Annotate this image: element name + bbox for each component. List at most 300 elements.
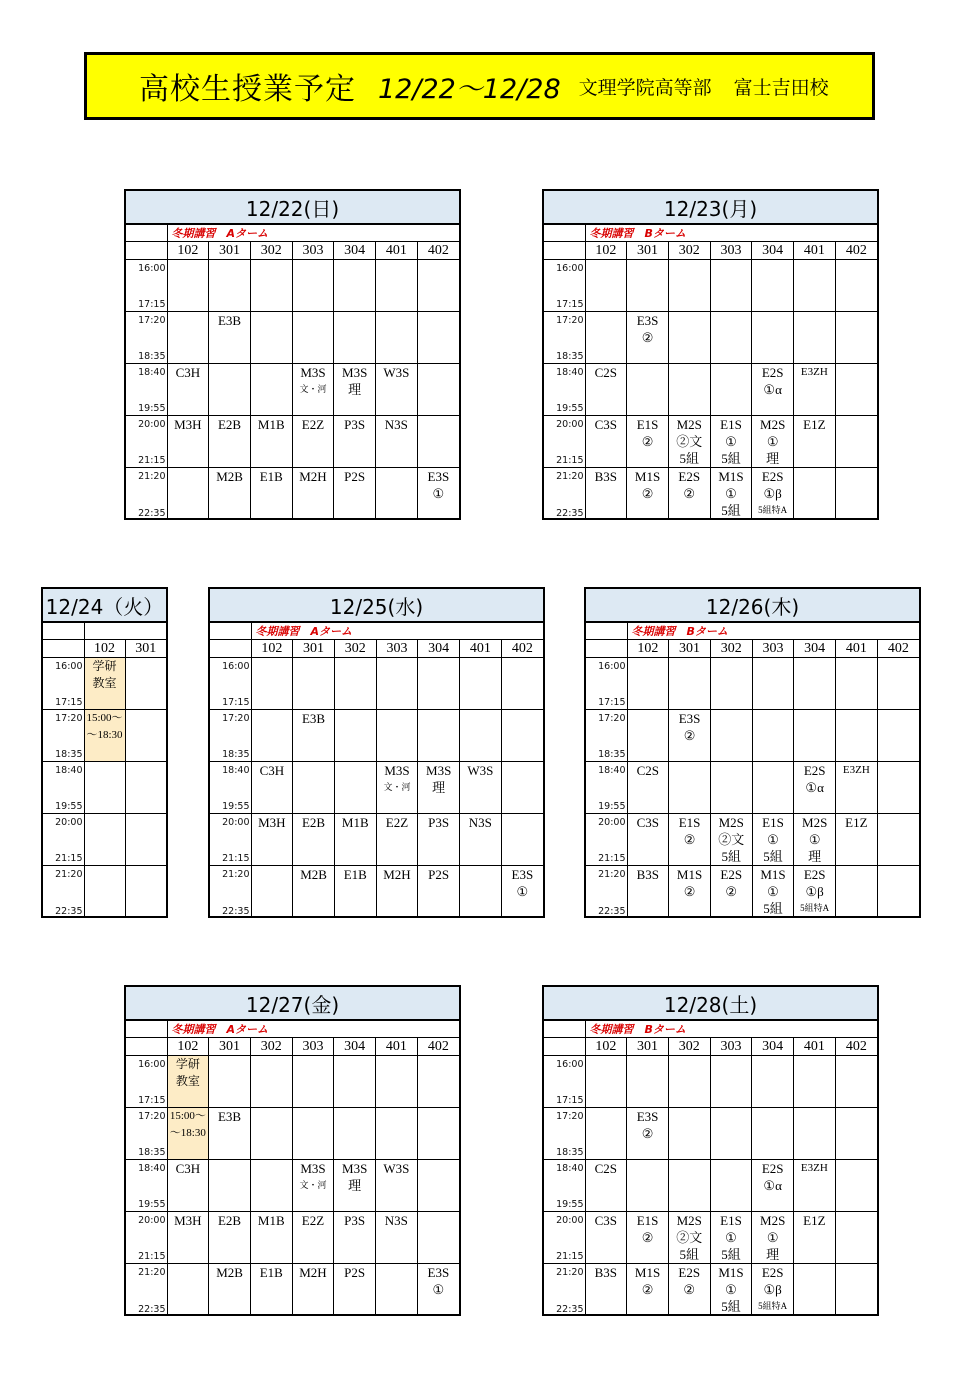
class-note: ① xyxy=(766,1230,779,1245)
class-cell xyxy=(334,468,376,520)
room-header-row xyxy=(126,242,459,260)
class-cell xyxy=(125,710,166,762)
class-cell xyxy=(250,312,292,364)
slot-end: 18:35 xyxy=(556,1147,584,1158)
class-code: C3H xyxy=(175,1161,201,1176)
time-slot-row xyxy=(544,468,877,520)
class-cell xyxy=(877,762,919,814)
class-code: E3B xyxy=(301,711,326,726)
class-code: E1Z xyxy=(803,417,826,432)
class-code: M1B xyxy=(257,1213,285,1228)
term-label xyxy=(84,623,166,640)
class-cell xyxy=(794,1160,836,1212)
class-code: N3S xyxy=(384,417,408,432)
class-code: E3S xyxy=(636,1109,659,1124)
slot-end: 19:55 xyxy=(138,403,166,414)
class-code: E2Z xyxy=(301,417,325,432)
class-cell xyxy=(668,1264,710,1316)
class-code: M3H xyxy=(258,815,286,830)
class-code: E3S xyxy=(636,313,659,328)
class-cell xyxy=(334,814,376,866)
class-note: ① xyxy=(725,1230,737,1245)
room-header-row xyxy=(210,640,543,658)
slot-end: 22:35 xyxy=(55,905,83,917)
schedule-table xyxy=(544,225,877,520)
class-cell xyxy=(836,658,878,710)
room-402: 402 xyxy=(417,1038,459,1056)
class-code: M1B xyxy=(341,815,369,830)
schedule-table xyxy=(210,623,543,918)
class-note: 文・河 xyxy=(383,782,411,792)
time-slot-row xyxy=(586,762,919,814)
class-cell xyxy=(585,416,627,468)
time-slot-row xyxy=(43,866,166,918)
class-cell xyxy=(334,866,376,918)
class-cell xyxy=(794,710,836,762)
room-header-row xyxy=(544,1038,877,1056)
class-cell xyxy=(293,710,335,762)
time-slot-row xyxy=(126,1056,459,1108)
class-cell xyxy=(418,866,460,918)
slot-end: 21:15 xyxy=(556,455,584,466)
slot-start: 17:20 xyxy=(556,1111,584,1122)
slot-start: 21:20 xyxy=(55,869,83,880)
class-code: M2S xyxy=(802,815,828,830)
slot-start: 21:20 xyxy=(556,1267,584,1278)
room-301: 301 xyxy=(293,640,335,658)
class-cell xyxy=(585,1160,627,1212)
time-slot-row xyxy=(126,468,459,520)
slot-start: 18:40 xyxy=(222,765,250,776)
day-header: 12/25(水) xyxy=(210,589,543,623)
class-cell xyxy=(501,814,543,866)
slot-end: 17:15 xyxy=(556,299,584,310)
time-slot xyxy=(126,260,167,312)
room-402: 402 xyxy=(835,1038,877,1056)
class-code: W3S xyxy=(383,1161,410,1176)
class-cell xyxy=(167,1212,209,1264)
room-304: 304 xyxy=(334,1038,376,1056)
class-cell xyxy=(167,312,209,364)
class-cell xyxy=(292,1264,334,1316)
time-slot xyxy=(210,866,251,918)
time-slot xyxy=(126,416,167,468)
class-cell xyxy=(836,710,878,762)
room-401: 401 xyxy=(794,242,836,260)
class-cell xyxy=(417,364,459,416)
room-102: 102 xyxy=(627,640,669,658)
class-code: E3B xyxy=(217,313,242,328)
time-slot-row xyxy=(544,1108,877,1160)
time-slot-row xyxy=(126,416,459,468)
time-slot-row xyxy=(210,814,543,866)
class-cell xyxy=(752,260,794,312)
class-code: E3ZH xyxy=(800,1162,828,1174)
time-slot xyxy=(210,762,251,814)
class-note: 5組 xyxy=(763,849,783,864)
term-row xyxy=(126,1021,459,1038)
term-row xyxy=(586,623,919,640)
time-slot-row xyxy=(43,710,166,762)
class-note: ① xyxy=(516,884,529,899)
time-header-blank xyxy=(544,1038,585,1056)
class-cell xyxy=(292,1212,334,1264)
class-cell xyxy=(627,762,669,814)
class-cell xyxy=(251,814,293,866)
room-301: 301 xyxy=(209,1038,251,1056)
class-cell xyxy=(668,468,710,520)
class-cell xyxy=(710,814,752,866)
class-cell xyxy=(501,658,543,710)
class-code: M3S xyxy=(426,763,452,778)
class-code: M1B xyxy=(257,417,285,432)
class-code: M2H xyxy=(383,867,411,882)
class-cell xyxy=(209,312,251,364)
class-cell xyxy=(794,468,836,520)
class-cell xyxy=(292,260,334,312)
class-cell xyxy=(334,762,376,814)
time-header-blank xyxy=(544,242,585,260)
class-cell xyxy=(794,814,836,866)
room-303: 303 xyxy=(710,1038,752,1056)
time-slot-row xyxy=(586,710,919,762)
class-code: E1Z xyxy=(803,1213,826,1228)
slot-end: 17:15 xyxy=(556,1095,584,1106)
class-cell xyxy=(376,814,418,866)
class-cell xyxy=(627,658,669,710)
room-302: 302 xyxy=(334,640,376,658)
class-cell xyxy=(669,658,711,710)
class-code: E2S xyxy=(803,867,826,882)
class-code: E1B xyxy=(259,1265,283,1280)
class-note: 5組 xyxy=(763,901,783,916)
class-code: E2S xyxy=(720,867,743,882)
class-code: M3S xyxy=(342,365,368,380)
time-slot-row xyxy=(210,710,543,762)
class-cell xyxy=(417,1264,459,1316)
term-label: 冬期講習 Aターム xyxy=(251,623,543,640)
class-code: E2B xyxy=(217,1213,242,1228)
class-cell xyxy=(167,1160,209,1212)
room-302: 302 xyxy=(250,1038,292,1056)
time-header-blank xyxy=(586,640,627,658)
class-cell xyxy=(250,1264,292,1316)
class-code: P3S xyxy=(428,815,450,830)
room-102: 102 xyxy=(585,1038,627,1056)
class-note: 5組 xyxy=(721,451,741,466)
class-cell xyxy=(250,260,292,312)
class-cell xyxy=(668,260,710,312)
slot-end: 19:55 xyxy=(598,801,626,812)
class-cell xyxy=(877,814,919,866)
slot-start: 17:20 xyxy=(598,713,626,724)
class-code: P2S xyxy=(428,867,450,882)
class-cell xyxy=(417,312,459,364)
class-cell xyxy=(209,364,251,416)
class-note: 5組特A xyxy=(758,505,788,515)
slot-end: 17:15 xyxy=(138,1095,166,1106)
class-cell xyxy=(835,416,877,468)
class-cell xyxy=(794,364,836,416)
class-cell xyxy=(209,260,251,312)
room-102: 102 xyxy=(84,640,125,658)
room-301: 301 xyxy=(125,640,166,658)
class-cell xyxy=(167,468,209,520)
class-cell xyxy=(250,468,292,520)
class-cell xyxy=(417,1160,459,1212)
class-note: ② xyxy=(641,330,654,345)
time-slot xyxy=(544,1212,585,1264)
term-row xyxy=(210,623,543,640)
slot-end: 17:15 xyxy=(598,697,626,708)
class-cell xyxy=(167,1264,209,1316)
class-cell xyxy=(125,658,166,710)
class-cell xyxy=(292,1160,334,1212)
class-cell xyxy=(167,260,209,312)
class-cell xyxy=(418,658,460,710)
time-slot-row xyxy=(544,1160,877,1212)
class-cell xyxy=(794,1212,836,1264)
class-cell xyxy=(877,658,919,710)
class-code: M1S xyxy=(676,867,703,882)
class-cell xyxy=(334,1056,376,1108)
class-cell xyxy=(84,866,125,918)
class-note: ② xyxy=(641,1282,654,1297)
class-cell xyxy=(334,1160,376,1212)
class-note: 5組 xyxy=(679,1247,700,1262)
class-cell xyxy=(752,658,794,710)
school-name: 文理学院高等部 xyxy=(578,76,712,99)
class-cell xyxy=(209,1056,251,1108)
slot-end: 22:35 xyxy=(138,507,166,519)
term-label: 冬期講習 Aターム xyxy=(167,225,459,242)
class-cell xyxy=(292,1056,334,1108)
class-code: E3ZH xyxy=(842,764,870,776)
class-code: M2S xyxy=(718,815,744,830)
class-cell xyxy=(835,312,877,364)
room-402: 402 xyxy=(501,640,543,658)
slot-start: 17:20 xyxy=(556,315,584,326)
room-302: 302 xyxy=(668,1038,710,1056)
class-cell xyxy=(627,710,669,762)
class-cell xyxy=(752,814,794,866)
class-note: ② xyxy=(641,434,654,449)
time-slot xyxy=(43,762,84,814)
room-302: 302 xyxy=(250,242,292,260)
class-cell xyxy=(334,312,376,364)
time-slot xyxy=(586,814,627,866)
class-code: E1Z xyxy=(845,815,868,830)
class-cell xyxy=(460,866,502,918)
room-102: 102 xyxy=(585,242,627,260)
class-code: M1S xyxy=(718,1265,744,1280)
class-cell xyxy=(627,1108,669,1160)
class-note: ②文 xyxy=(676,1230,703,1245)
class-code: E2Z xyxy=(301,1213,325,1228)
class-note: ①α xyxy=(763,382,782,397)
class-cell xyxy=(752,1160,794,1212)
class-cell xyxy=(209,416,251,468)
class-code: E2S xyxy=(678,469,701,484)
class-cell xyxy=(752,1264,794,1316)
class-cell xyxy=(585,1108,627,1160)
slot-end: 19:55 xyxy=(556,403,584,414)
room-301: 301 xyxy=(209,242,251,260)
slot-end: 18:35 xyxy=(138,1147,166,1158)
room-header-row xyxy=(43,640,166,658)
day-panel-1227 xyxy=(124,985,461,1316)
time-slot-row xyxy=(586,814,919,866)
class-code: C3S xyxy=(636,815,660,830)
term-row xyxy=(43,623,166,640)
room-header-row xyxy=(126,1038,459,1056)
room-301: 301 xyxy=(627,1038,669,1056)
class-note: 5組特A xyxy=(758,1301,788,1311)
class-cell xyxy=(209,1264,251,1316)
class-cell xyxy=(669,710,711,762)
room-402: 402 xyxy=(835,242,877,260)
class-note: ①β xyxy=(805,884,824,899)
class-cell xyxy=(668,1108,710,1160)
class-cell xyxy=(417,260,459,312)
time-slot xyxy=(544,364,585,416)
class-cell xyxy=(835,1056,877,1108)
class-code: E1B xyxy=(259,469,283,484)
class-code: M2H xyxy=(299,1265,327,1280)
time-slot xyxy=(586,658,627,710)
class-code: E3ZH xyxy=(800,366,828,378)
class-cell xyxy=(292,1108,334,1160)
room-304: 304 xyxy=(752,1038,794,1056)
slot-start: 16:00 xyxy=(138,1059,166,1070)
slot-start: 18:40 xyxy=(556,1163,584,1174)
time-slot xyxy=(126,1212,167,1264)
class-cell xyxy=(710,710,752,762)
slot-start: 20:00 xyxy=(222,817,250,828)
class-code: W3S xyxy=(383,365,410,380)
class-cell xyxy=(251,762,293,814)
time-slot xyxy=(210,658,251,710)
slot-start: 16:00 xyxy=(55,661,83,672)
class-code: M1S xyxy=(718,469,744,484)
class-cell xyxy=(334,710,376,762)
schedule-table xyxy=(43,623,166,918)
class-code: B3S xyxy=(594,469,618,484)
room-301: 301 xyxy=(669,640,711,658)
day-panel-1226 xyxy=(584,587,921,918)
time-slot-row xyxy=(126,1160,459,1212)
time-slot-row xyxy=(43,762,166,814)
class-cell xyxy=(376,866,418,918)
time-slot-row xyxy=(586,658,919,710)
class-code: M1S xyxy=(634,1265,661,1280)
time-slot-row xyxy=(210,658,543,710)
day-header: 12/28(土) xyxy=(544,987,877,1021)
class-cell xyxy=(376,710,418,762)
class-cell xyxy=(752,762,794,814)
term-row xyxy=(544,225,877,242)
slot-end: 19:55 xyxy=(138,1199,166,1210)
class-cell xyxy=(710,1160,752,1212)
time-slot xyxy=(544,1264,585,1316)
time-slot-row xyxy=(544,364,877,416)
room-102: 102 xyxy=(167,1038,209,1056)
class-code: C3S xyxy=(594,417,618,432)
class-note: ① xyxy=(767,884,779,899)
class-code: P3S xyxy=(344,1213,366,1228)
lab-text: 教室 xyxy=(175,1074,200,1088)
time-slot-row xyxy=(544,260,877,312)
class-note: 文・河 xyxy=(299,384,327,394)
class-cell xyxy=(585,312,627,364)
slot-end: 22:35 xyxy=(138,1303,166,1315)
class-cell xyxy=(417,1212,459,1264)
room-102: 102 xyxy=(251,640,293,658)
class-cell xyxy=(376,364,418,416)
class-note: 文・河 xyxy=(299,1180,327,1190)
class-cell xyxy=(710,468,752,520)
time-slot xyxy=(210,814,251,866)
time-slot xyxy=(586,866,627,918)
class-cell xyxy=(835,364,877,416)
class-note: 5組 xyxy=(721,1247,741,1262)
time-header-blank xyxy=(586,623,627,640)
class-code: E1S xyxy=(636,1213,659,1228)
class-cell xyxy=(710,762,752,814)
class-code: C2S xyxy=(594,1161,618,1176)
day-header: 12/24（火） xyxy=(43,589,166,623)
class-code: M1S xyxy=(634,469,661,484)
class-cell xyxy=(794,416,836,468)
class-cell xyxy=(668,1056,710,1108)
room-401: 401 xyxy=(376,242,418,260)
time-header-blank xyxy=(43,640,84,658)
class-cell xyxy=(251,710,293,762)
class-cell xyxy=(334,1264,376,1316)
class-cell xyxy=(585,1212,627,1264)
class-cell xyxy=(376,762,418,814)
class-cell xyxy=(585,1056,627,1108)
class-cell xyxy=(250,1056,292,1108)
class-cell xyxy=(710,1056,752,1108)
day-panel-1228 xyxy=(542,985,879,1316)
slot-start: 20:00 xyxy=(598,817,626,828)
term-label: 冬期講習 Aターム xyxy=(167,1021,459,1038)
time-slot-row xyxy=(126,312,459,364)
class-code: C2S xyxy=(594,365,618,380)
class-cell xyxy=(710,1108,752,1160)
time-slot-row xyxy=(544,1212,877,1264)
slot-start: 21:20 xyxy=(138,471,166,482)
time-header-blank xyxy=(126,1021,167,1038)
schedule-table xyxy=(544,1021,877,1316)
class-cell xyxy=(376,1212,418,1264)
class-code: M2B xyxy=(216,469,243,484)
time-slot-row xyxy=(43,658,166,710)
class-cell xyxy=(794,312,836,364)
class-cell xyxy=(627,1264,669,1316)
class-cell xyxy=(627,814,669,866)
class-note: ① xyxy=(767,832,779,847)
class-cell xyxy=(835,468,877,520)
time-header-blank xyxy=(544,1021,585,1038)
class-cell xyxy=(585,364,627,416)
class-note: 理 xyxy=(432,780,446,795)
slot-start: 16:00 xyxy=(138,263,166,274)
class-cell xyxy=(376,1264,418,1316)
slot-start: 20:00 xyxy=(556,1215,584,1226)
title-banner xyxy=(84,52,875,120)
